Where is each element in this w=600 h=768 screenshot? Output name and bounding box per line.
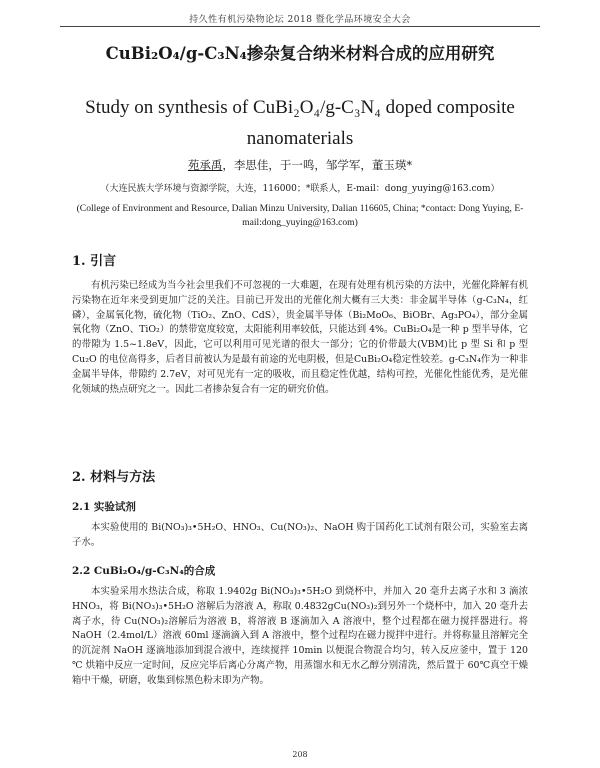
- affiliation-chinese: （大连民族大学环境与资源学院，大连，116000；*联系人，E-mail：dong_yuying@163.com）: [100, 184, 500, 194]
- section-heading-methods: 2. 材料与方法: [72, 470, 156, 485]
- subsection-heading-reagents: 2.1 实验试剂: [72, 501, 136, 513]
- reagents-paragraph: 本实验使用的 Bi(NO₃)₃•5H₂O、HNO₃、Cu(NO₃)₂、NaOH 购于国药化工试剂有限公司，实验室去离子水。: [72, 522, 528, 548]
- english-title: [60, 92, 540, 154]
- author-list: [60, 157, 540, 173]
- affiliation-english: (College of Environment and Resource, Dalian Minzu University, Dalian 116605, China; *contact: Dong Yuying, E-mail:dong_yuying@163.com): [76, 203, 524, 228]
- running-header: 持久性有机污染物论坛 2018 暨化学品环境安全大会: [189, 15, 411, 25]
- section-heading-introduction: 1. 引言: [72, 254, 117, 269]
- subsection-heading-synthesis: 2.2 CuBi₂O₄/g-C₃N₄的合成: [72, 565, 216, 577]
- page-number: 208: [292, 750, 308, 759]
- co-authors: ，李思佳，于一鸣，邹学军，董玉瑛*: [222, 158, 413, 172]
- english-title-line-1: Study on synthesis of CuBi₂O₄/g-C₃N₄ doped composite: [85, 97, 515, 118]
- english-title-line-2: nanomaterials: [246, 128, 354, 149]
- header-rule: [60, 26, 540, 27]
- first-author: 苑承禹: [187, 158, 223, 172]
- introduction-paragraph: 有机污染已经成为当今社会里我们不可忽视的一大难题，在现有处理有机污染的方法中，光催化降解有机污染物在近年来受到更加广泛的关注。目前已开发出的光催化剂大概有三大类：非金属半导体（g-C₃N₄，红磷），金属氧化物，硫化物（TiO₂、ZnO、CdS），贵金属半导体（Bi₂MoO₆、BiOBr、Ag₃PO₄），部分金属氧化物（ZnO、TiO₂）的禁带宽度较宽，太阳能利用率较低，只能达到 4%。CuBi₂O₄是一种 p 型半导体，它的带隙为 1.5~1.8eV，因此，它可以利用可见光谱的很大一部分；它的价带最大(VBM)比 p 型 Si 和 p 型 Cu₂O 的电位高得多，后者目前被认为是最有前途的光电阴极，但是CuBi₂O₄稳定性较差。g-C₃N₄作为一种非金属半导体，带隙约 2.7eV，对可见光有一定的吸收，而且稳定性优越，结构可控，光催化性能优秀，是光催化领域的热点研究之一。因此二者掺杂复合有一定的研究价值。: [72, 280, 528, 395]
- chinese-title: CuBi₂O₄/g-C₃N₄掺杂复合纳米材料合成的应用研究: [105, 44, 495, 63]
- synthesis-paragraph: 本实验采用水热法合成，称取 1.9402g Bi(NO₃)₃•5H₂O 到烧杯中，并加入 20 毫升去离子水和 3 滴浓 HNO₃，将 Bi(NO₃)₃•5H₂O 溶解后为溶液 A，称取 0.4832gCu(NO₃)₂到另外一个烧杯中，加入 20 毫升去离子水，待 Cu(NO₃)₂溶解后为溶液 B，将溶液 B 逐滴加入 A 溶液中，整个过程都在磁力搅拌器进行。将 NaOH（2.4mol/L）溶液 60ml 逐滴滴入到 A 溶液中，整个过程均在磁力搅拌中进行。并将称量且溶解完全的沉淀剂 NaOH 逐滴地添加到混合液中，连续搅拌 10min 以便混合物混合均匀，转入反应釜中，置于 120 ℃ 烘箱中反应一定时间，反应完毕后离心分离产物，用蒸馏水和无水乙醇分别清洗，然后置于 60℃真空干燥箱中干燥，研磨，收集到棕黑色粉末即为产物。: [72, 586, 528, 686]
